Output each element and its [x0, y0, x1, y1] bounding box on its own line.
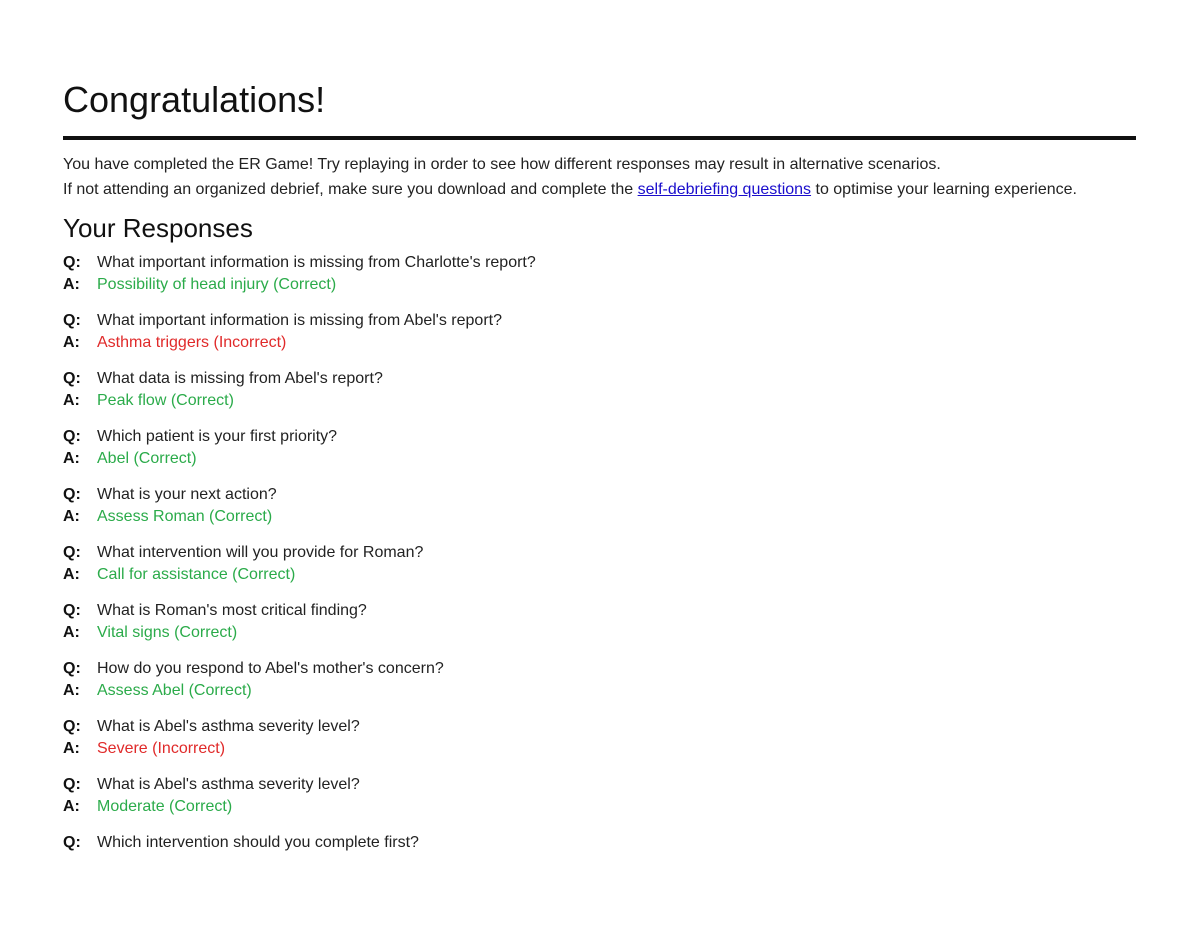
question-row	[63, 368, 1136, 390]
question-text: What intervention will you provide for Roman?	[97, 544, 424, 561]
question-label: Q:	[63, 312, 81, 329]
answer-label: A:	[63, 797, 80, 815]
question-text: What data is missing from Abel's report?	[97, 370, 383, 387]
response-item	[63, 484, 1136, 527]
responses-list	[63, 252, 1136, 854]
question-text: How do you respond to Abel's mother's concern?	[97, 660, 444, 677]
question-label: Q:	[63, 544, 81, 561]
question-label: Q:	[63, 370, 81, 387]
question-row	[63, 774, 1136, 796]
question-label: Q:	[63, 776, 81, 793]
answer-label: A:	[63, 681, 80, 699]
answer-label: A:	[63, 739, 80, 757]
intro-text	[63, 152, 1136, 202]
answer-incorrect: Asthma triggers (Incorrect)	[97, 333, 287, 351]
question-label: Q:	[63, 428, 81, 445]
answer-incorrect: Severe (Incorrect)	[97, 739, 226, 757]
question-label: Q:	[63, 486, 81, 503]
question-row	[63, 426, 1136, 448]
response-item	[63, 310, 1136, 353]
question-row	[63, 252, 1136, 274]
response-item	[63, 658, 1136, 701]
intro-line-2-prefix: If not attending an organized debrief, make sure you download and complete the	[63, 181, 638, 198]
answer-row	[63, 274, 1136, 296]
answer-label: A:	[63, 623, 80, 641]
answer-correct: Peak flow (Correct)	[97, 391, 234, 409]
question-text: Which patient is your first priority?	[97, 428, 338, 445]
intro-line-1: You have completed the ER Game! Try replaying in order to see how different responses may result in alternative scenarios.	[63, 156, 941, 173]
answer-row	[63, 622, 1136, 644]
answer-correct: Moderate (Correct)	[97, 797, 233, 815]
question-text: What is your next action?	[97, 486, 277, 503]
answer-label: A:	[63, 391, 80, 409]
answer-correct: Vital signs (Correct)	[97, 623, 238, 641]
question-row	[63, 600, 1136, 622]
answer-correct: Assess Abel (Correct)	[97, 681, 252, 699]
title-divider	[63, 136, 1136, 140]
answer-label: A:	[63, 565, 80, 583]
self-debriefing-link[interactable]: self-debriefing questions	[637, 181, 812, 198]
response-item	[63, 832, 1136, 854]
response-item	[63, 368, 1136, 411]
answer-correct: Possibility of head injury (Correct)	[97, 275, 337, 293]
question-label: Q:	[63, 660, 81, 677]
response-item	[63, 426, 1136, 469]
question-row	[63, 542, 1136, 564]
question-text: What is Roman's most critical finding?	[97, 602, 367, 619]
question-row	[63, 484, 1136, 506]
question-row	[63, 658, 1136, 680]
answer-row	[63, 680, 1136, 702]
answer-row	[63, 390, 1136, 412]
response-item	[63, 774, 1136, 817]
question-label: Q:	[63, 254, 81, 271]
question-text: Which intervention should you complete first?	[97, 834, 419, 851]
answer-correct: Assess Roman (Correct)	[97, 507, 273, 525]
answer-correct: Call for assistance (Correct)	[97, 565, 296, 583]
question-text: What is Abel's asthma severity level?	[97, 776, 360, 793]
response-item	[63, 600, 1136, 643]
question-label: Q:	[63, 602, 81, 619]
answer-label: A:	[63, 333, 80, 351]
intro-line-2	[63, 177, 1136, 202]
intro-line-2-suffix: to optimise your learning experience.	[811, 181, 1077, 198]
answer-row	[63, 506, 1136, 528]
answer-row	[63, 738, 1136, 760]
answer-label: A:	[63, 449, 80, 467]
response-item	[63, 252, 1136, 295]
question-label: Q:	[63, 718, 81, 735]
answer-label: A:	[63, 507, 80, 525]
response-item	[63, 542, 1136, 585]
question-row	[63, 310, 1136, 332]
question-row	[63, 832, 1136, 854]
question-text: What important information is missing from Charlotte's report?	[97, 254, 536, 271]
answer-row	[63, 564, 1136, 586]
answer-row	[63, 448, 1136, 470]
question-text: What important information is missing from Abel's report?	[97, 312, 502, 329]
question-text: What is Abel's asthma severity level?	[97, 718, 360, 735]
responses-title: Your Responses	[63, 213, 253, 243]
response-item	[63, 716, 1136, 759]
question-label: Q:	[63, 834, 81, 851]
answer-label: A:	[63, 275, 80, 293]
page-title: Congratulations!	[63, 79, 326, 120]
answer-row	[63, 332, 1136, 354]
answer-row	[63, 796, 1136, 818]
answer-correct: Abel (Correct)	[97, 449, 197, 467]
question-row	[63, 716, 1136, 738]
